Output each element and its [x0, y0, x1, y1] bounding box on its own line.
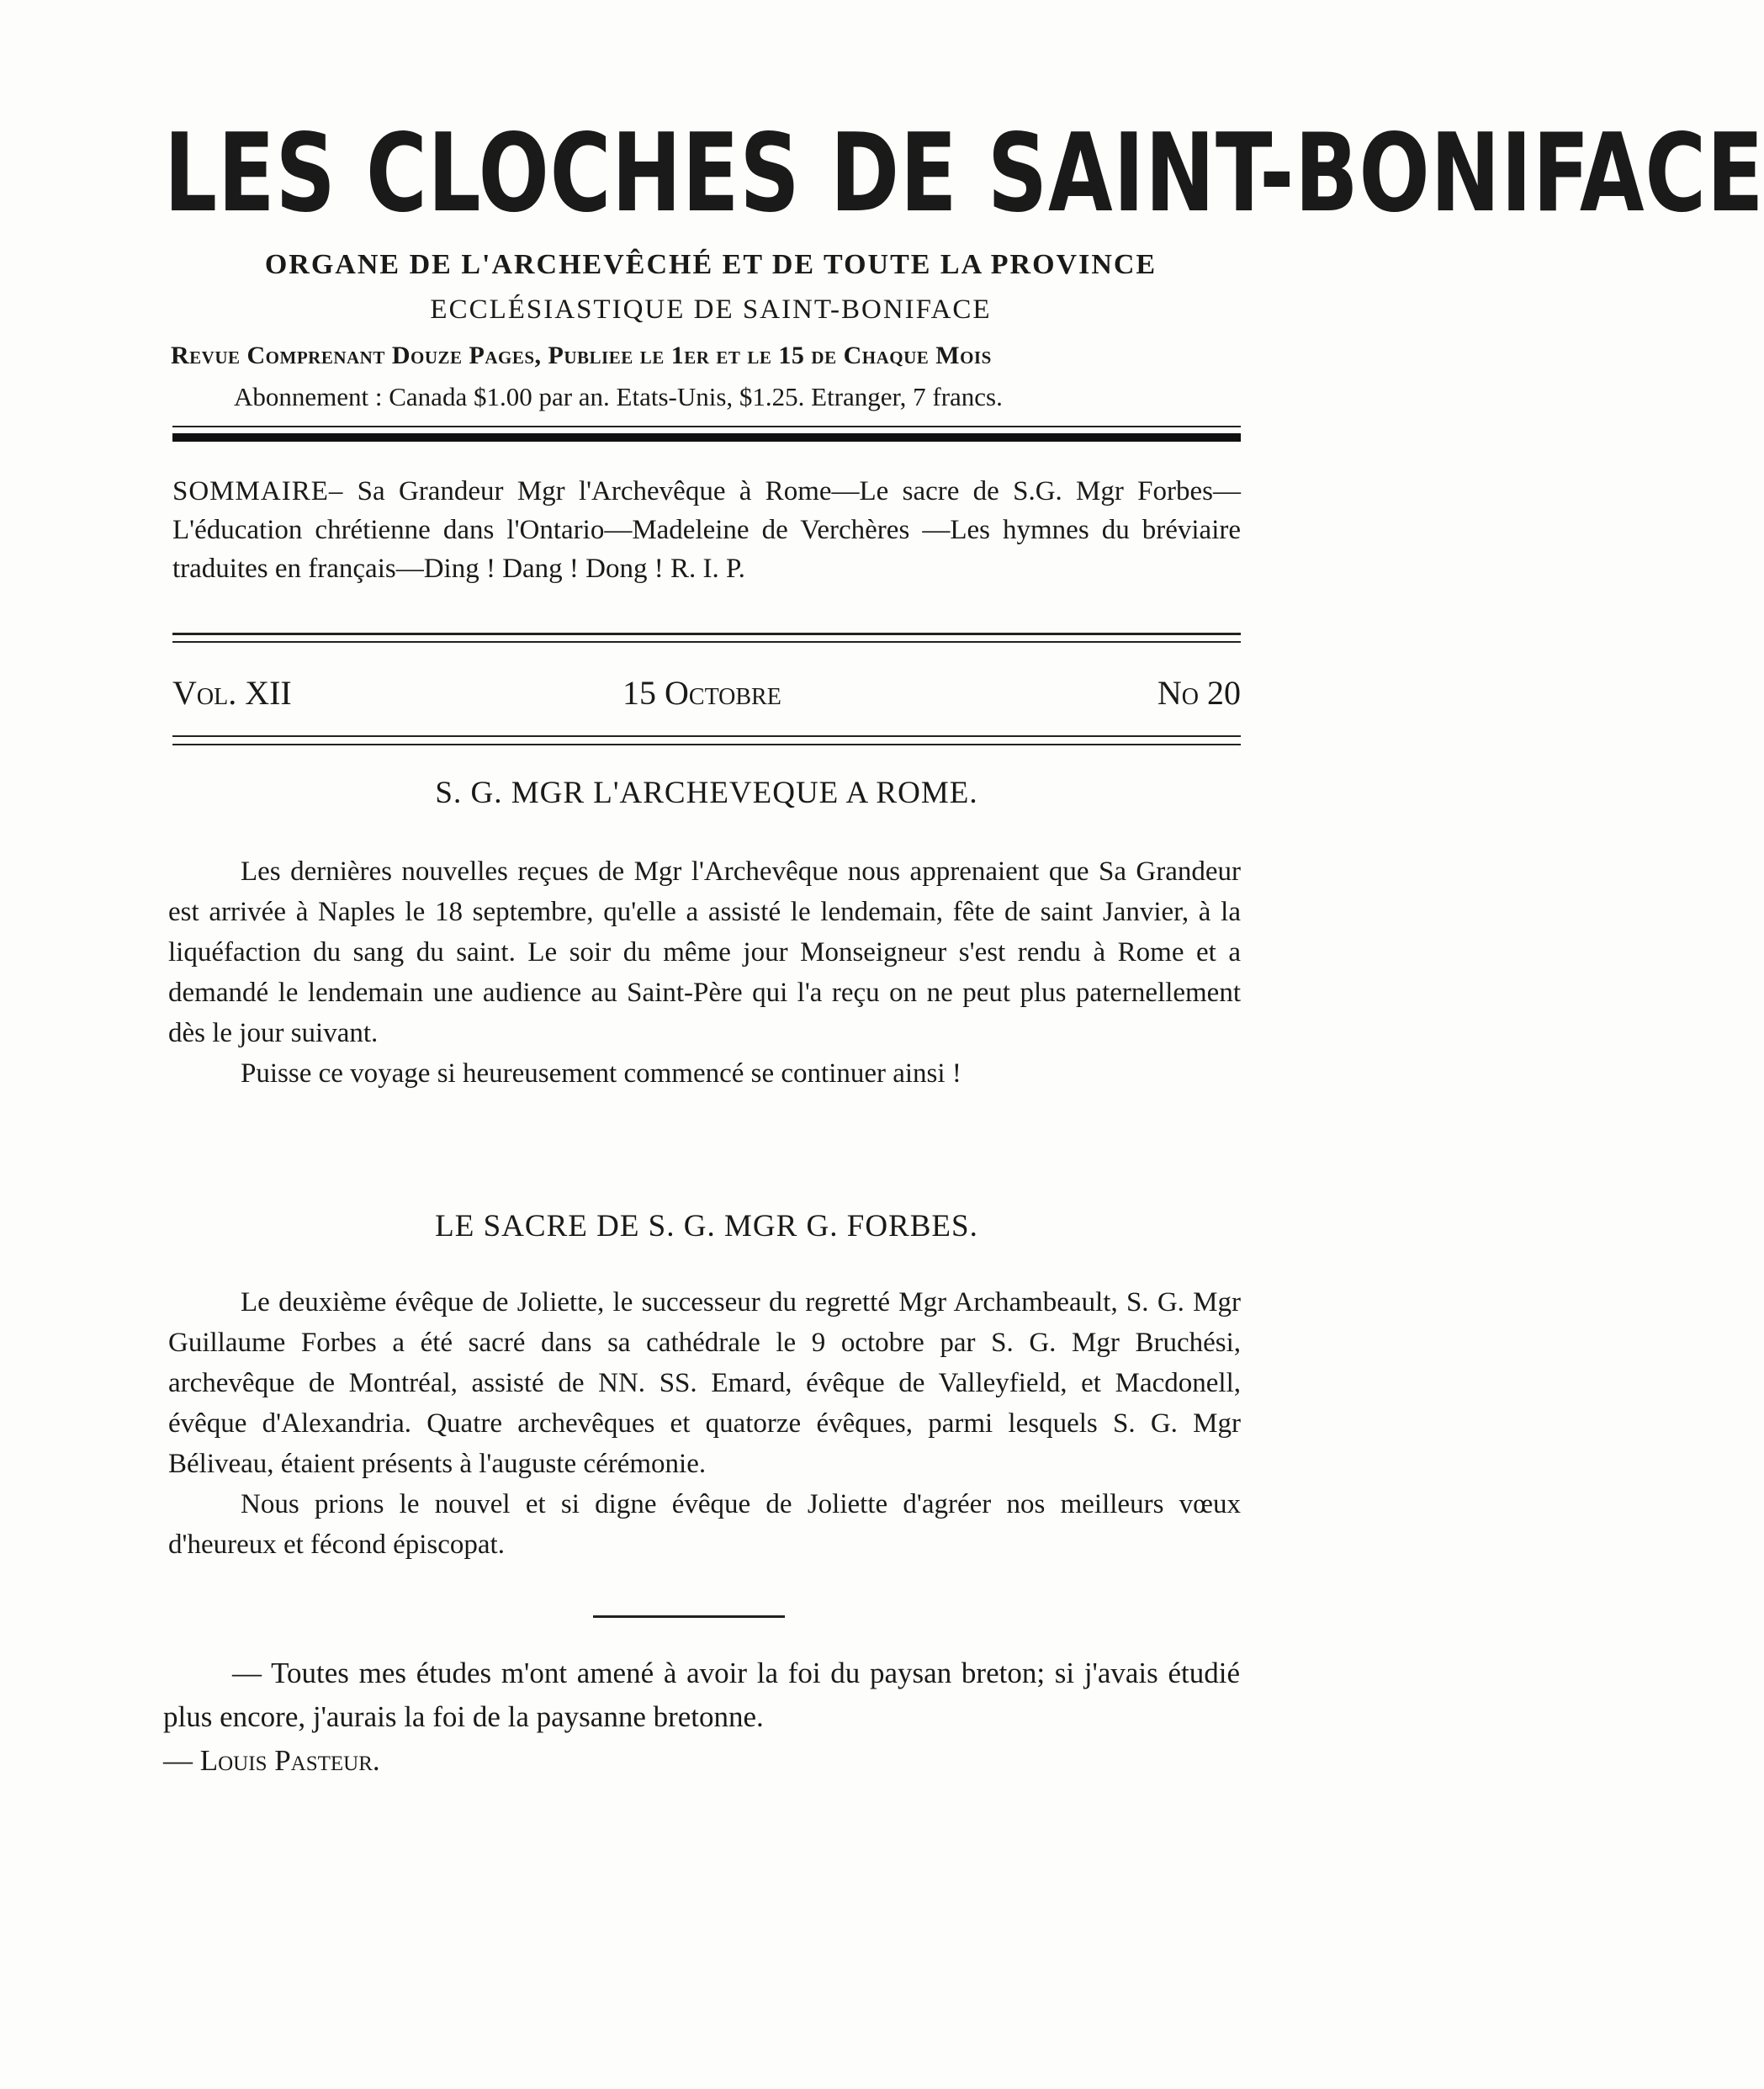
article1-heading: S. G. MGR L'ARCHEVEQUE A ROME. — [435, 776, 978, 810]
masthead-title: LES CLOCHES DE SAINT-BONIFACE — [164, 111, 1764, 236]
rule-issue-bottom-1 — [172, 735, 1241, 737]
publication-line: Revue Comprenant Douze Pages, Publiee le 1er et le 15 de Chaque Mois — [171, 342, 992, 369]
issue-date: 15 Octobre — [622, 674, 781, 712]
quote-block — [163, 1652, 1240, 1783]
quote-text: — Toutes mes études m'ont amené à avoir la foi du paysan breton; si j'avais étudié plus encore, j'aurais la foi de la paysanne bretonne. — [163, 1657, 1240, 1733]
subscription-line: Abonnement : Canada $1.00 par an. Etats-Unis, $1.25. Etranger, 7 francs. — [234, 382, 1003, 411]
rule-summary-bottom-1 — [172, 633, 1241, 635]
article2-body — [168, 1282, 1241, 1565]
summary-text: Sa Grandeur Mgr l'Archevêque à Rome—Le sacre de S.G. Mgr Forbes—L'éducation chrétienne dans l'Ontario—Madeleine de Verchères —Les hymnes du bréviaire traduites en français—Ding ! Dang ! Dong ! R. I. P. — [172, 476, 1242, 584]
rule-issue-bottom-2 — [172, 744, 1241, 745]
summary-box — [172, 472, 1241, 588]
article1-body — [168, 851, 1241, 1094]
issue-number: No 20 — [1157, 674, 1241, 712]
issue-volume: Vol. XII — [172, 674, 292, 712]
divider-rule — [593, 1615, 785, 1618]
rule-top-thick — [172, 433, 1241, 442]
masthead-subtitle-line1: ORGANE DE L'ARCHEVÊCHÉ ET DE TOUTE LA PROVINCE — [264, 249, 1157, 280]
rule-top-thin — [172, 426, 1241, 427]
article1-paragraph: Les dernières nouvelles reçues de Mgr l'Archevêque nous apprenaient que Sa Grandeur est arrivée à Naples le 18 septembre, qu'elle a assisté le lendemain, fête de saint Janvier, à la liquéfaction du sang du saint. Le soir du même jour Monseigneur s'est rendu à Rome et a demandé le lendemain une audience au Saint-Père qui l'a reçu on ne peut plus paternellement dès le jour suivant. — [168, 856, 1241, 1048]
article1-paragraph: Puisse ce voyage si heureusement commencé se continuer ainsi ! — [241, 1058, 961, 1089]
article2-paragraph: Le deuxième évêque de Joliette, le successeur du regretté Mgr Archambeault, S. G. Mgr Guillaume Forbes a été sacré dans sa cathédrale le 9 octobre par S. G. Mgr Bruchési, archevêque de Montréal, assisté de NN. SS. Emard, évêque de Valleyfield, et Macdonell, évêque d'Alexandria. Quatre archevêques et quatorze évêques, parmi lesquels S. G. Mgr Béliveau, étaient présents à l'auguste cérémonie. — [168, 1287, 1241, 1479]
masthead-subtitle-line2: ECCLÉSIASTIQUE DE SAINT-BONIFACE — [430, 294, 992, 325]
rule-summary-bottom-2 — [172, 641, 1241, 643]
summary-label: SOMMAIRE– — [172, 476, 344, 506]
quote-author: — Louis Pasteur. — [163, 1744, 380, 1777]
article2-heading: LE SACRE DE S. G. MGR G. FORBES. — [435, 1209, 978, 1243]
article2-paragraph: Nous prions le nouvel et si digne évêque de Joliette d'agréer nos meilleurs vœux d'heureux et fécond épiscopat. — [168, 1489, 1241, 1560]
